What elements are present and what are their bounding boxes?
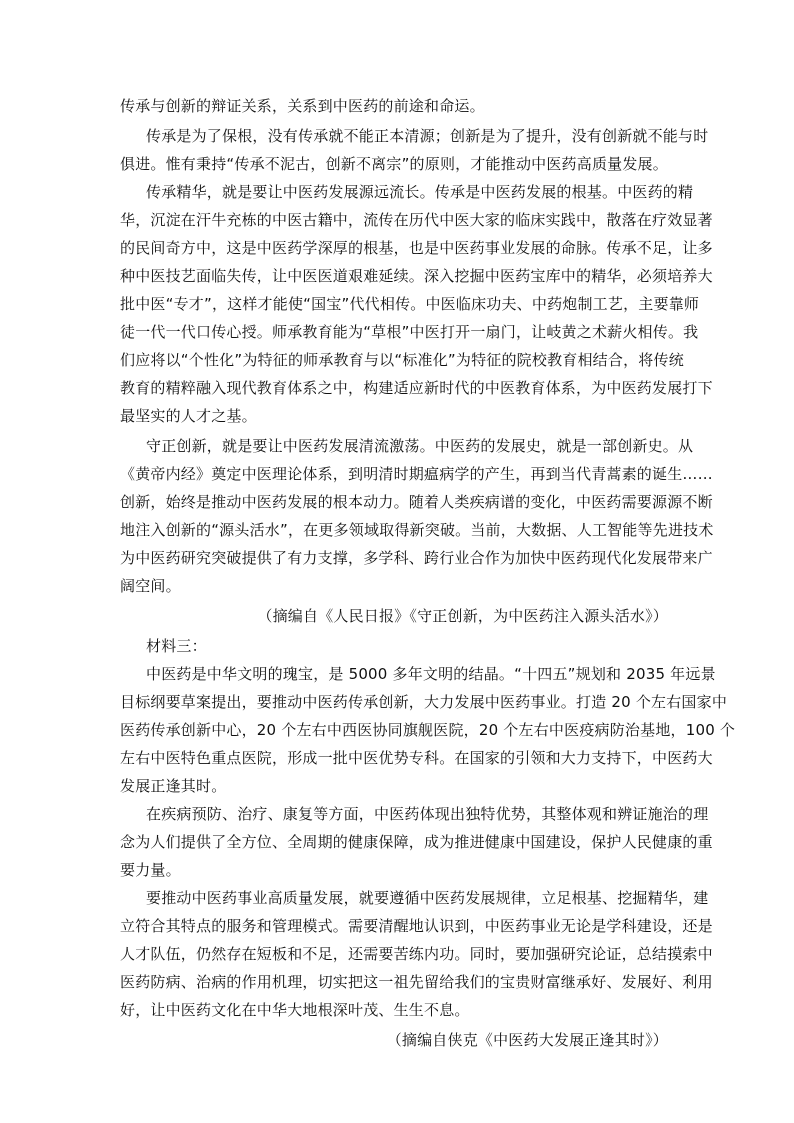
citation: （摘编自《人民日报》《守正创新，为中医药注入源头活水》） [257,607,668,625]
text-line: 人才队伍，仍然存在短板和不足，还需要苦练内功。同时，要加强研究论证，总结摸索中 [120,945,713,963]
text-line: 好，让中医药文化在中华大地根深叶茂、生生不息。 [120,1001,470,1019]
text-line: 念为人们提供了全方位、全周期的健康保障，成为推进健康中国建设，保护人民健康的重 [120,833,713,851]
text-line: 传承精华，就是要让中医药发展源远流长。传承是中医药发展的根基。中医药的精 [146,183,694,201]
text-line: 左右中医特色重点医院，形成一批中医优势专科。在国家的引领和大力支持下，中医药大 [120,749,713,767]
text-line: 最坚实的人才之基。 [120,407,257,425]
text-line: 华，沉淀在汗牛充栋的中医古籍中，流传在历代中医大家的临床实践中，散落在疗效显著 [120,211,713,229]
text-line: 种中医技艺面临失传，让中医医道艰难延续。深入挖掘中医药宝库中的精华，必须培养大 [120,267,713,285]
text-line: 阔空间。 [120,577,181,595]
text-line: 要力量。 [120,861,181,879]
text-line: 俱进。惟有秉持“传承不泥古，创新不离宗”的原则，才能推动中医药高质量发展。 [120,155,668,173]
text-line: 地注入创新的“源头活水”，在更多领域取得新突破。当前，大数据、人工智能等先进技术 [120,521,714,539]
text-line: 医药防病、治病的作用机理，切实把这一祖先留给我们的宝贵财富继承好、发展好、利用 [120,973,713,991]
section-heading: 材料三： [146,637,207,655]
text-line: 批中医“专才”，这样才能使“国宝”代代相传。中医临床功夫、中药炮制工艺，主要靠师 [120,295,700,313]
text-line: 发展正逢其时。 [120,777,227,795]
text-line: 中医药是中华文明的瑰宝，是 5000 多年文明的结晶。“十四五”规划和 2035 年远景 [146,665,716,683]
text-line: 在疾病预防、治疗、康复等方面，中医药体现出独特优势，其整体观和辨证施治的理 [146,805,709,823]
text-line: 徒一代一代口传心授。师承教育能为“草根”中医打开一扇门，让岐黄之术薪火相传。我 [120,323,699,341]
text-line: 医药传承创新中心，20 个左右中西医协同旗舰医院，20 个左右中医疫病防治基地，100 个 [120,721,736,739]
text-line: 创新，始终是推动中医药发展的根本动力。随着人类疾病谱的变化，中医药需要源源不断 [120,493,713,511]
text-line: 要推动中医药事业高质量发展，就要遵循中医药发展规律，立足根基、挖掘精华，建 [146,889,709,907]
text-line: 传承是为了保根，没有传承就不能正本清源；创新是为了提升，没有创新就不能与时 [146,127,709,145]
text-line: 立符合其特点的服务和管理模式。需要清醒地认识到，中医药事业无论是学科建设，还是 [120,917,713,935]
text-line: 《黄帝内经》奠定中医理论体系，到明清时期瘟病学的产生，再到当代青蒿素的诞生…… [120,465,713,483]
text-line: 教育的精粹融入现代教育体系之中，构建适应新时代的中医教育体系，为中医药发展打下 [120,379,713,397]
text-line: 守正创新，就是要让中医药发展清流激荡。中医药的发展史，就是一部创新史。从 [146,437,694,455]
citation: （摘编自侠克《中医药大发展正逢其时》） [386,1031,668,1049]
text-line: 为中医药研究突破提供了有力支撑，多学科、跨行业合作为加快中医药现代化发展带来广 [120,549,713,567]
text-line: 的民间奇方中，这是中医药学深厚的根基，也是中医药事业发展的命脉。传承不足，让多 [120,239,713,257]
text-line: 目标纲要草案提出，要推动中医药传承创新，大力发展中医药事业。打造 20 个左右国家中 [120,693,728,711]
text-line: 传承与创新的辩证关系，关系到中医药的前途和命运。 [120,97,485,115]
text-line: 们应将以“个性化”为特征的师承教育与以“标准化”为特征的院校教育相结合，将传统 [120,351,684,369]
